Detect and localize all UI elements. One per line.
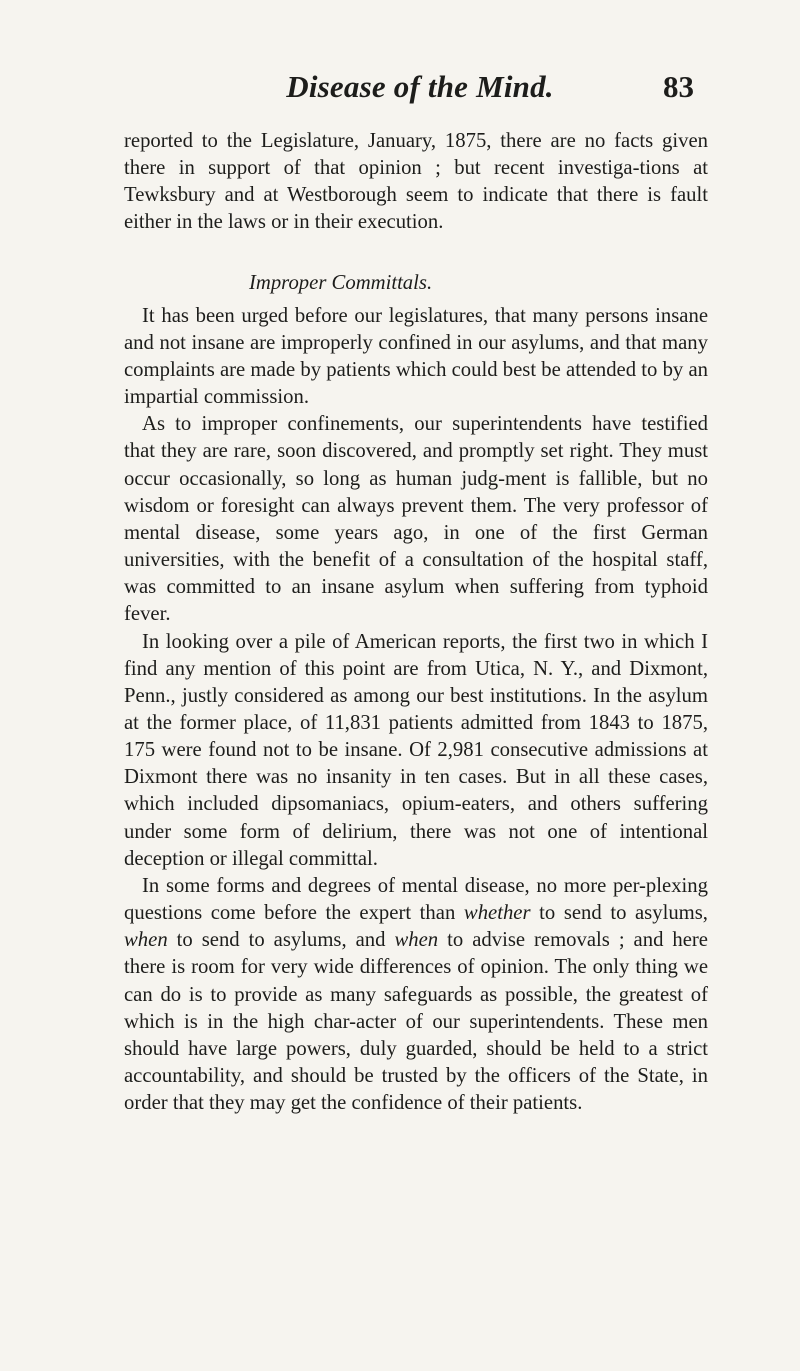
- page-header: [0, 69, 800, 115]
- emphasis: whether: [463, 902, 531, 925]
- body-text: [124, 128, 708, 1117]
- paragraph: In looking over a pile of American reports, the first two in which I find any mention of this point are from Utica, N. Y., and Dixmont, Penn., justly considered as among our best institutions. In the asylum at the former place, of 11,831 patients admitted from 1843 to 1875, 175 were found not to be insane. Of 2,981 consecutive admissions at Dixmont there was no insanity in ten cases. But in all these cases, which included dipsomaniacs, opium-eaters, and others suffering under some form of delirium, there was not one of intentional deception or illegal committal.: [124, 630, 708, 870]
- emphasis: when: [394, 929, 439, 952]
- section-heading: Improper Committals.: [249, 271, 433, 294]
- text-run: to advise removals ; and here there is room for very wide differences of opinion. The only thing we can do is to provide as many safeguards as possible, the greatest of which is in the high char-acter of our superintendents. These men should have large powers, duly guarded, should be held to a strict accountability, and should be trusted by the officers of the State, in order that they may get the confidence of their patients.: [124, 929, 708, 1115]
- paragraph: As to improper confinements, our superintendents have testified that they are rare, soon discovered, and promptly set right. They must occur occasionally, so long as human judg-ment is fallible, but no wisdom or foresight can always prevent them. The very professor of mental disease, some years ago, in one of the first German universities, with the benefit of a consultation of the hospital staff, was committed to an insane asylum when suffering from typhoid fever.: [124, 413, 708, 626]
- paragraph: [124, 873, 708, 1117]
- text-run: to send to asylums,: [530, 902, 708, 925]
- paragraph: It has been urged before our legislatures, that many persons insane and not insane are improperly confined in our asylums, and that many complaints are made by patients which could best be attended to by an impartial commission.: [124, 304, 708, 409]
- emphasis: when: [124, 929, 168, 952]
- page-number: 83: [663, 69, 694, 104]
- running-title: Disease of the Mind.: [286, 69, 554, 104]
- paragraph-continued: reported to the Legislature, January, 1875, there are no facts given there in support of that opinion ; but recent investiga-tions at Tewksbury and at Westborough seem to indicate that there is fault either in the laws or in their execution.: [124, 130, 708, 234]
- text-run: to send to asylums, and: [167, 929, 395, 952]
- text-run: In some forms and degrees of mental disease, no more per-plexing questions come before the expert than: [124, 874, 708, 925]
